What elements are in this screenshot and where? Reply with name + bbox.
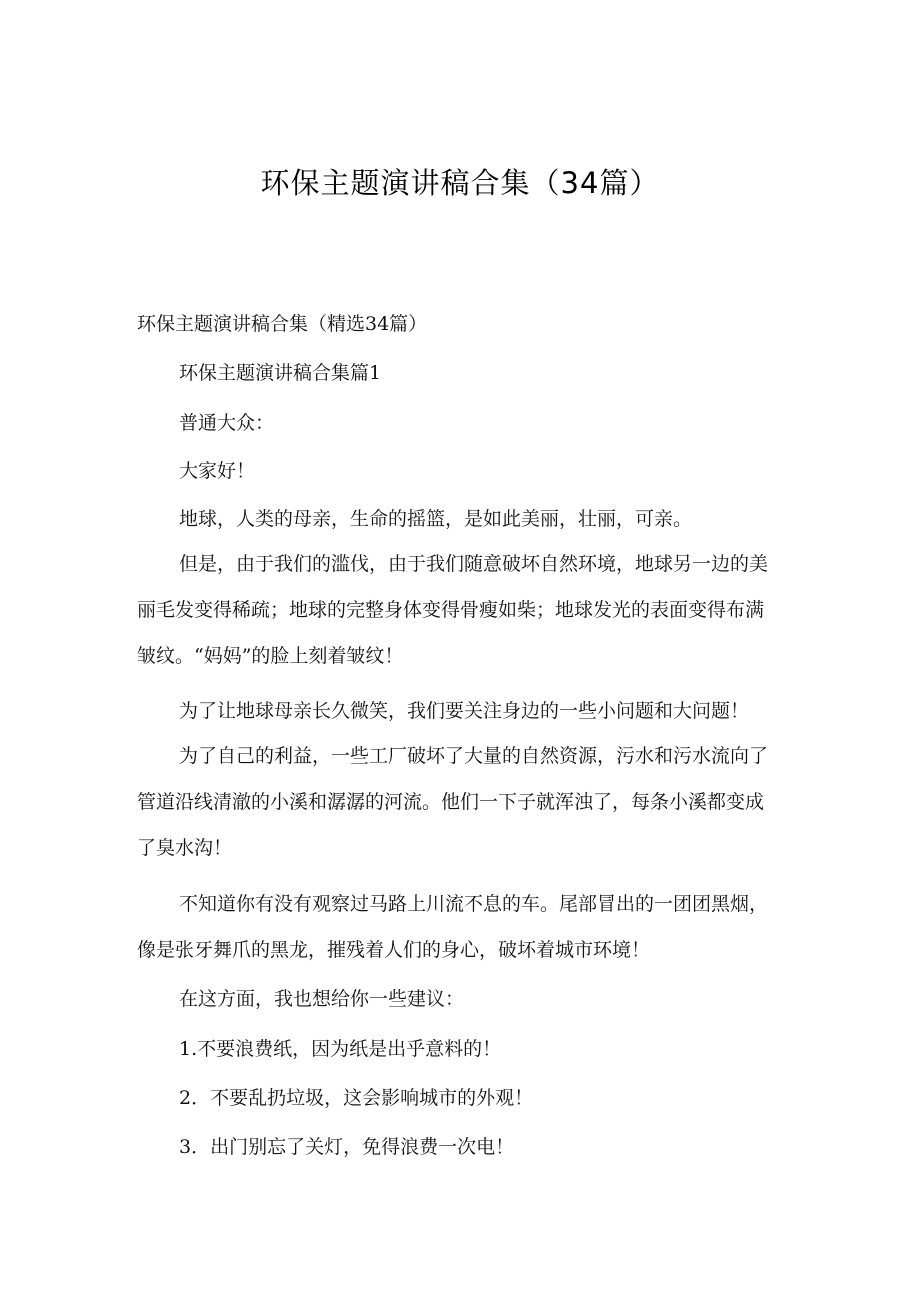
paragraph-6: 在这方面，我也想给你一些建议： xyxy=(179,988,465,1010)
paragraph-3: 为了让地球母亲长久微笑，我们要关注身边的一些小问题和大问题！ xyxy=(179,700,750,722)
document-subtitle: 环保主题演讲稿合集（精选34篇） xyxy=(137,313,428,335)
list-item: 2．不要乱扔垃圾，这会影响城市的外观！ xyxy=(179,1087,534,1109)
list-item: 1.不要浪费纸，因为纸是出乎意料的！ xyxy=(179,1038,502,1060)
paragraph-5-line-1: 不知道你有没有观察过马路上川流不息的车。尾部冒出的一团团黑烟， xyxy=(179,893,769,915)
paragraph-2-line-1: 但是，由于我们的滥伐，由于我们随意破坏自然环境，地球另一边的美 xyxy=(179,553,769,575)
paragraph-4-line-3: 了臭水沟！ xyxy=(137,837,233,859)
paragraph-2 xyxy=(137,541,797,679)
paragraph-2-line-2: 丽毛发变得稀疏；地球的完整身体变得骨瘦如柴；地球发光的表面变得布满 xyxy=(137,599,765,621)
section-heading: 环保主题演讲稿合集篇1 xyxy=(179,362,382,384)
salutation: 普通大众： xyxy=(179,412,275,434)
paragraph-2-line-3: 皱纹。“妈妈”的脸上刻着皱纹！ xyxy=(137,645,404,667)
paragraph-4-line-1: 为了自己的利益，一些工厂破坏了大量的自然资源，污水和污水流向了 xyxy=(179,745,769,767)
paragraph-4 xyxy=(137,733,797,871)
list-item: 3．出门别忘了关灯，免得浪费一次电！ xyxy=(179,1136,515,1158)
greeting: 大家好！ xyxy=(179,460,256,482)
paragraph-4-line-2: 管道沿线清澈的小溪和潺潺的河流。他们一下子就浑浊了，每条小溪都变成 xyxy=(137,791,765,813)
document-title: 环保主题演讲稿合集（34篇） xyxy=(260,166,660,200)
paragraph-5 xyxy=(137,881,797,973)
paragraph-1: 地球，人类的母亲，生命的摇篮，是如此美丽，壮丽，可亲。 xyxy=(179,508,693,530)
paragraph-5-line-2: 像是张牙舞爪的黑龙，摧残着人们的身心，破坏着城市环境！ xyxy=(137,939,651,961)
